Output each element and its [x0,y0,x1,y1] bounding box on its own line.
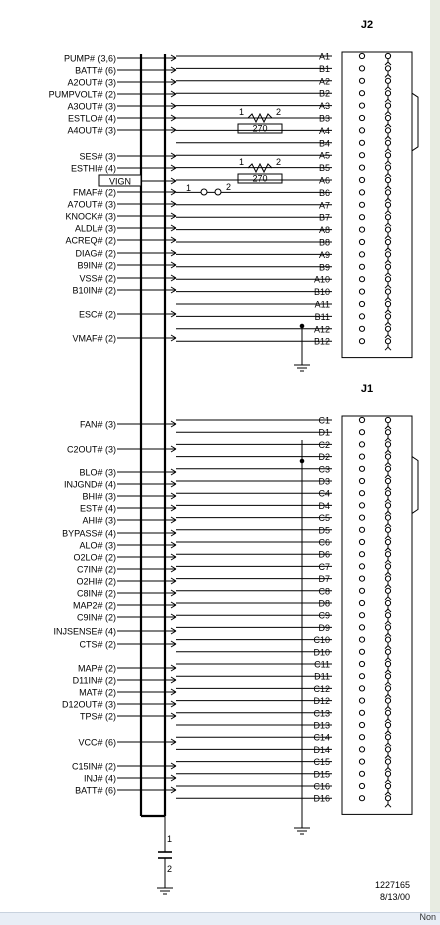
signal-top-label: ALDL# (3) [74,223,116,234]
connector-j1-pin-label: C7 [318,561,330,572]
connector-j1-pin-contact [385,430,390,435]
connector-j1-pin-label: D8 [318,598,330,609]
switch-contact [215,189,221,195]
signal-bottom-label: BLO# (3) [79,467,116,478]
connector-j1-pin-contact [385,588,390,593]
connector-j2-pin-contact [359,66,364,71]
connector-j1-pin-contact [385,710,390,715]
connector-j2-pin-contact [359,289,364,294]
connector-j1-pin-contact [385,771,390,776]
connector-j2-pin-contact [359,53,364,58]
signal-bottom-label: MAT# (2) [79,687,116,698]
drawing-number: 1227165 [374,880,410,890]
connector-j2-title: J2 [360,19,374,31]
signal-bottom-label: MAP2# (2) [72,600,116,611]
signal-bottom-label: EST# (4) [79,503,116,514]
connector-j2-pin-contact [359,153,364,158]
resistor-1-value: 270 [252,123,268,134]
connector-j1-pin-label: C6 [318,537,330,548]
connector-j2-pin-label: A7 [318,200,330,211]
connector-j2-pin-contact [359,277,364,282]
connector-j1-pin-contact [385,527,390,532]
signal-bottom-label: ALO# (3) [79,540,116,551]
connector-j2-pin-contact [385,264,390,269]
signal-top-label: A3OUT# (3) [67,101,116,112]
signal-bottom-label: BHI# (3) [82,491,116,502]
connector-j2-pin-contact [359,177,364,182]
connector-j1-pin-contact [359,430,364,435]
signal-bottom-label: BYPASS# (4) [62,528,116,539]
connector-j2-pin-contact [385,289,390,294]
connector-j1-pin-contact [359,588,364,593]
connector-j1-pin-label: C11 [314,659,330,670]
connector-j1-pin-label: D1 [318,427,330,438]
resistor-1-pin2: 2 [276,107,282,117]
connector-j2-pin-contact [385,115,390,120]
connector-j1-pin-contact [359,417,364,422]
connector-j1-pin-label: D16 [313,793,330,804]
signal-top-label: ACREQ# (2) [65,235,116,246]
connector-j1-pin-label: C14 [313,732,330,743]
connector-j1-pin-contact [385,552,390,557]
connector-j1-pin-contact [359,466,364,471]
signal-top-label: PUMPVOLT# (2) [48,89,116,100]
status-text: Non [419,912,436,922]
connector-j2-pin-contact [359,314,364,319]
connector-j1-pin-contact [359,649,364,654]
connector-j2-pin-label: A3 [318,101,330,112]
capacitor-pin2: 2 [167,864,173,874]
signal-top-label: VSS# (2) [79,273,116,284]
connector-j1-pin-contact [359,613,364,618]
connector-j2-pin-label: B2 [318,88,330,99]
connector-j2-pin-contact [385,215,390,220]
connector-j1-pin-contact [359,442,364,447]
connector-j1-pin-contact [385,466,390,471]
connector-j1-pin-label: C16 [313,781,330,792]
signal-bottom-label: C9IN# (2) [76,612,116,623]
connector-j1-pin-label: C9 [318,610,330,621]
connector-j1-pin-label: D10 [313,647,330,658]
connector-j2-pin-contact [359,264,364,269]
signal-top-label: PUMP# (3,6) [63,53,116,64]
connector-j1-pin-contact [385,454,390,459]
connector-j1-pin-label: D13 [313,720,330,731]
drawing-date: 8/13/00 [379,892,410,902]
signal-bottom-label: INJGND# (4) [63,479,116,490]
connector-j2-pin-label: A6 [318,175,330,186]
signal-bottom-label: TPS# (2) [79,711,116,722]
connector-j1-pin-contact [359,722,364,727]
connector-j2-pin-contact [359,326,364,331]
signal-top-label: BATT# (6) [75,65,116,76]
connector-j1-pin-label: D11 [314,671,330,682]
connector-j1-pin-contact [385,637,390,642]
junction-dot [300,324,304,328]
connector-j2-pin-contact [385,239,390,244]
connector-j1-pin-label: C5 [318,513,330,524]
connector-j2-pin-contact [385,53,390,58]
connector-j1-pin-contact [385,735,390,740]
connector-j1-pin-label: C12 [313,683,330,694]
connector-j1-pin-contact [359,796,364,801]
connector-j1-pin-label: D7 [318,574,330,585]
connector-j2-pin-label: A1 [318,51,330,62]
connector-j1-pin-label: C15 [313,757,330,768]
signal-top-label: DIAG# (2) [75,248,116,259]
connector-j1-pin-label: C1 [318,415,330,426]
connector-j2-pin-contact [385,277,390,282]
signal-bottom-label: D11IN# (2) [72,675,116,686]
connector-j1-pin-label: D15 [313,769,330,780]
junction-dot [300,459,304,463]
connector-j2-pin-contact [359,91,364,96]
connector-j2-pin-label: A4 [318,125,330,136]
connector-j2-pin-contact [359,165,364,170]
connector-j1-pin-contact [359,698,364,703]
connector-j1-pin-contact [359,735,364,740]
connector-j1-pin-label: D3 [318,476,330,487]
connector-j2-pin-label: A11 [314,299,330,310]
connector-j1-pin-contact [385,442,390,447]
connector-j2-pin-contact [359,78,364,83]
connector-j1-pin-contact [385,576,390,581]
connector-j2-pin-contact [385,202,390,207]
connector-j1-pin-contact [359,661,364,666]
status-bar [0,912,440,925]
connector-j1-pin-contact [359,637,364,642]
connector-j1-pin-contact [359,625,364,630]
connector-j1-pin-contact [385,722,390,727]
connector-j2-pin-label: A2 [318,76,330,87]
connector-j1-pin-contact [359,552,364,557]
signal-top-label: VMAF# (2) [72,333,116,344]
connector-j2-pin-contact [359,239,364,244]
connector-j2-pin-contact [385,91,390,96]
connector-j1-pin-contact [359,527,364,532]
connector-j2-pin-label: B9 [318,262,330,273]
connector-j1-pin-label: D12 [313,696,330,707]
connector-j1-pin-label: D6 [318,549,330,560]
connector-j2-pin-label: B10 [313,287,330,298]
connector-j1-pin-label: C2 [318,439,330,450]
connector-j2-pin-label: A9 [318,249,330,260]
signal-bottom-label: FAN# (3) [79,419,116,430]
connector-j2-pin-label: A12 [313,324,330,335]
connector-j2-pin-contact [359,140,364,145]
connector-j2-pin-contact [359,115,364,120]
connector-j2-pin-label: B12 [313,336,330,347]
connector-j1-pin-contact [385,661,390,666]
connector-j2-pin-label: B8 [318,237,330,248]
signal-bottom-label: AHI# (3) [82,515,116,526]
connector-j2-body [342,52,412,358]
connector-j1-pin-contact [385,491,390,496]
connector-j2-pin-label: B6 [318,187,330,198]
connector-j2-pin-label: B11 [314,311,330,322]
switch-pin2: 2 [226,182,232,192]
connector-j1-pin-contact [359,771,364,776]
connector-j2-pin-contact [385,140,390,145]
signal-top-label: KNOCK# (3) [65,211,116,222]
connector-j1-pin-contact [385,759,390,764]
signal-top-label: A4OUT# (3) [67,125,116,136]
resistor-2-pin2: 2 [276,157,282,167]
signal-top-label: ESTHI# (4) [70,163,116,174]
connector-j1-pin-contact [359,503,364,508]
signal-top-label: B10IN# (2) [72,285,116,296]
connector-j1-title: J1 [360,383,374,395]
capacitor-pin1: 1 [167,834,173,844]
connector-j1-pin-contact [359,686,364,691]
connector-j2-pin-contact [385,103,390,108]
connector-j1-pin-contact [385,564,390,569]
signal-bottom-label: O2LO# (2) [73,552,116,563]
connector-j1-pin-contact [385,600,390,605]
connector-j1-pin-contact [385,649,390,654]
connector-j1-pin-contact [359,747,364,752]
connector-j2-pin-label: B7 [318,212,330,223]
signal-top-label: A2OUT# (3) [67,77,116,88]
connector-j1-pin-contact [385,417,390,422]
connector-j1-body [342,416,412,814]
connector-j1-pin-contact [385,698,390,703]
connector-j1-pin-contact [359,576,364,581]
connector-j2-pin-contact [359,190,364,195]
signal-top-label: A7OUT# (3) [67,199,116,210]
connector-j1-pin-contact [385,674,390,679]
connector-j2-pin-label: B1 [318,63,330,74]
signal-top-label: ESTLO# (4) [67,113,116,124]
resistor-2-value: 270 [252,173,268,184]
connector-j2-pin-contact [385,252,390,257]
scrollbar-track[interactable] [430,0,440,912]
connector-j1-pin-contact [385,796,390,801]
connector-j2-pin-contact [385,165,390,170]
connector-j2-pin-contact [359,128,364,133]
connector-j1-pin-label: D5 [318,525,330,536]
connector-j2-pin-contact [359,301,364,306]
connector-j2-pin-contact [359,103,364,108]
signal-top-label: FMAF# (2) [72,187,116,198]
connector-j2-pin-contact [385,190,390,195]
connector-j2-pin-contact [385,128,390,133]
connector-j1-pin-label: C8 [318,586,330,597]
signal-bottom-label: MAP# (2) [77,663,116,674]
connector-j1-pin-contact [385,539,390,544]
connector-j2-pin-contact [385,78,390,83]
signal-bottom-label: CTS# (2) [79,639,116,650]
signal-top-label: ESC# (2) [78,309,116,320]
signal-bottom-label: INJSENSE# (4) [53,626,116,637]
connector-j1-pin-contact [385,747,390,752]
connector-j2-pin-label: B5 [318,163,330,174]
connector-j1-pin-contact [359,710,364,715]
signal-bottom-label: C15IN# (2) [71,761,116,772]
connector-j1-pin-contact [359,674,364,679]
signal-bottom-label: D12OUT# (3) [61,699,116,710]
resistor-2-pin1: 1 [238,157,244,167]
connector-j1-pin-contact [359,478,364,483]
connector-j1-pin-contact [385,625,390,630]
switch-pin1: 1 [186,183,192,193]
signal-bottom-label: C2OUT# (3) [66,444,116,455]
connector-j1-pin-contact [385,478,390,483]
connector-j2-pin-contact [385,227,390,232]
connector-j2-pin-contact [359,215,364,220]
connector-j1-pin-label: C13 [313,708,330,719]
signal-bottom-label: VCC# (6) [78,737,116,748]
connector-j2-pin-label: A5 [318,150,330,161]
connector-j2-pin-contact [385,326,390,331]
connector-j1-pin-contact [385,686,390,691]
connector-j1-notch [412,457,418,514]
connector-j1-pin-label: D2 [318,452,330,463]
signal-bottom-label: C8IN# (2) [76,588,116,599]
connector-j2-pin-contact [385,153,390,158]
connector-j1-pin-contact [359,539,364,544]
connector-j2-pin-label: B4 [318,138,330,149]
connector-j1-pin-label: C3 [318,464,330,475]
connector-j1-pin-contact [385,515,390,520]
connector-j2-pin-contact [385,339,390,344]
connector-j1-pin-label: D9 [318,622,330,633]
connector-j2-pin-label: B3 [318,113,330,124]
connector-j1-pin-label: D4 [318,500,330,511]
signal-bottom-label: BATT# (6) [75,785,116,796]
signal-bottom-label: O2HI# (2) [76,576,116,587]
resistor-1-pin1: 1 [238,107,244,117]
signal-bottom-label: C7IN# (2) [76,564,116,575]
signal-bottom-label: INJ# (4) [83,773,116,784]
signal-top-label: VIGN [108,176,132,187]
connector-j2-pin-label: A10 [313,274,330,285]
connector-j1-pin-contact [359,783,364,788]
connector-j1-pin-label: C10 [313,635,330,646]
connector-j1-pin-contact [385,613,390,618]
connector-j1-pin-contact [359,491,364,496]
signal-top-label: SES# (3) [79,151,116,162]
signal-top-label: B9IN# (2) [77,260,116,271]
connector-j1-pin-contact [359,759,364,764]
connector-j2-pin-contact [359,227,364,232]
connector-j1-pin-contact [385,783,390,788]
connector-j1-pin-label: D14 [313,744,330,755]
switch-contact [201,189,207,195]
connector-j2-pin-contact [385,301,390,306]
connector-j2-pin-contact [359,202,364,207]
connector-j1-pin-contact [359,600,364,605]
connector-j1-pin-label: C4 [318,488,330,499]
connector-j1-pin-contact [359,564,364,569]
connector-j2-pin-label: A8 [318,225,330,236]
connector-j1-pin-contact [359,454,364,459]
connector-j1-pin-contact [359,515,364,520]
connector-j2-pin-contact [359,252,364,257]
connector-j2-pin-contact [359,339,364,344]
connector-j2-notch [412,93,418,151]
connector-j2-pin-contact [385,177,390,182]
connector-j2-pin-contact [385,314,390,319]
connector-j1-pin-contact [385,503,390,508]
connector-j2-pin-contact [385,66,390,71]
